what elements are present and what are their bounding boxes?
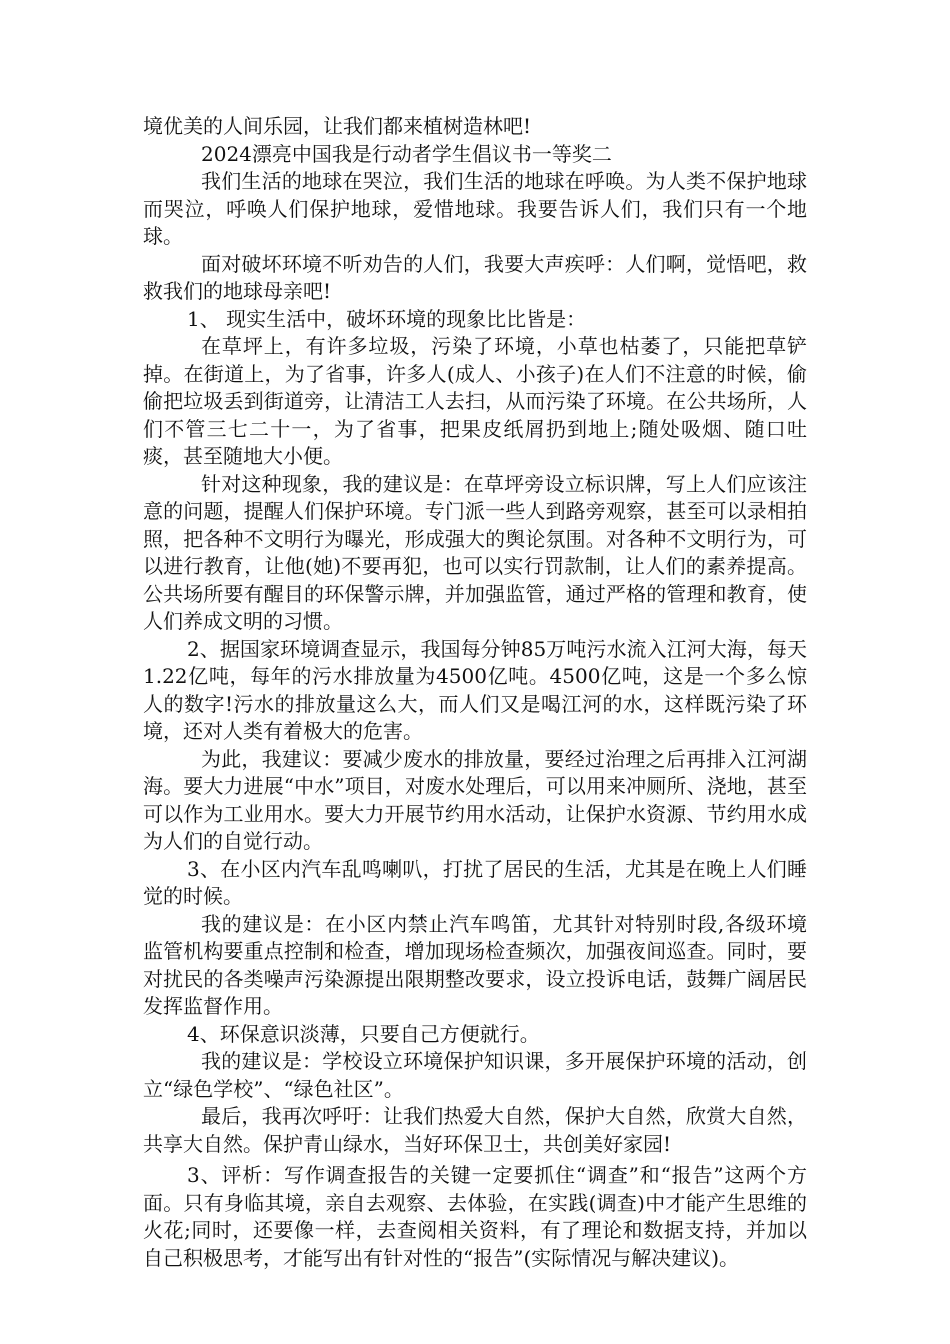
paragraph: 在草坪上，有许多垃圾，污染了环境，小草也枯萎了，只能把草铲掉。在街道上，为了省事，许多人(成人、小孩子)在人们不注意的时候，偷偷把垃圾丢到街道旁，让清洁工人去扫，从而污染了环境。在公共场所，人们不管三七二十一，为了省事，把果皮纸屑扔到地上;随处吸烟、随口吐痰，甚至随地大小便。 — [143, 334, 807, 468]
list-item-paragraph: 3、在小区内汽车乱鸣喇叭，打扰了居民的生活，尤其是在晚上人们睡觉的时候。 — [143, 856, 807, 908]
list-item-heading: 4、环保意识淡薄，只要自己方便就行。 — [187, 1021, 540, 1046]
list-item-heading: 1、 现实生活中，破坏环境的现象比比皆是： — [187, 306, 587, 331]
paragraph: 我的建议是：在小区内禁止汽车鸣笛，尤其针对特别时段,各级环境监管机构要重点控制和检查，增加现场检查频次，加强夜间巡查。同时，要对扰民的各类噪声污染源提出限期整改要求，设立投诉电话，鼓舞广阔居民发挥监督作用。 — [143, 911, 807, 1018]
document-body — [143, 113, 807, 1272]
paragraph: 针对这种现象，我的建议是：在草坪旁设立标识牌，写上人们应该注意的问题，提醒人们保护环境。专门派一些人到路旁观察，甚至可以录相拍照，把各种不文明行为曝光，形成强大的舆论氛围。对各种不文明行为，可以进行教育，让他(她)不要再犯，也可以实行罚款制，让人们的素养提高。公共场所要有醒目的环保警示牌，并加强监管，通过严格的管理和教育，使人们养成文明的习惯。 — [143, 471, 807, 633]
paragraph: 最后，我再次呼吁：让我们热爱大自然，保护大自然，欣赏大自然，共享大自然。保护青山绿水，当好环保卫士，共创美好家园! — [143, 1104, 807, 1156]
list-item-paragraph: 2、据国家环境调查显示，我国每分钟85万吨污水流入江河大海，每天1.22亿吨，每年的污水排放量为4500亿吨。4500亿吨，这是一个多么惊人的数字!污水的排放量这么大，而人们又是喝江河的水，这样既污染了环境，还对人类有着极大的危害。 — [143, 636, 807, 743]
paragraph: 面对破坏环境不听劝告的人们，我要大声疾呼：人们啊，觉悟吧，救救我们的地球母亲吧! — [143, 251, 807, 303]
paragraph: 我的建议是：学校设立环境保护知识课，多开展保护环境的活动，创立“绿色学校”、“绿色社区”。 — [143, 1049, 807, 1101]
paragraph: 我们生活的地球在哭泣，我们生活的地球在呼唤。为人类不保护地球而哭泣，呼唤人们保护地球，爱惜地球。我要告诉人们，我们只有一个地球。 — [143, 169, 807, 248]
paragraph: 为此，我建议：要减少废水的排放量，要经过治理之后再排入江河湖海。要大力进展“中水”项目，对废水处理后，可以用来冲厕所、浇地，甚至可以作为工业用水。要大力开展节约用水活动，让保护水资源、节约用水成为人们的自觉行动。 — [143, 746, 807, 853]
section-heading: 2024漂亮中国我是行动者学生倡议书一等奖二 — [201, 141, 612, 166]
analysis-paragraph: 3、评析：写作调查报告的关键一定要抓住“调查”和“报告”这两个方面。只有身临其境，亲自去观察、去体验，在实践(调查)中才能产生思维的火花;同时，还要像一样，去查阅相关资料，有了理论和数据支持，并加以自己积极思考，才能写出有针对性的“报告”(实际情况与解决建议)。 — [143, 1163, 807, 1270]
paragraph-continuation: 境优美的人间乐园，让我们都来植树造林吧! — [143, 114, 532, 138]
